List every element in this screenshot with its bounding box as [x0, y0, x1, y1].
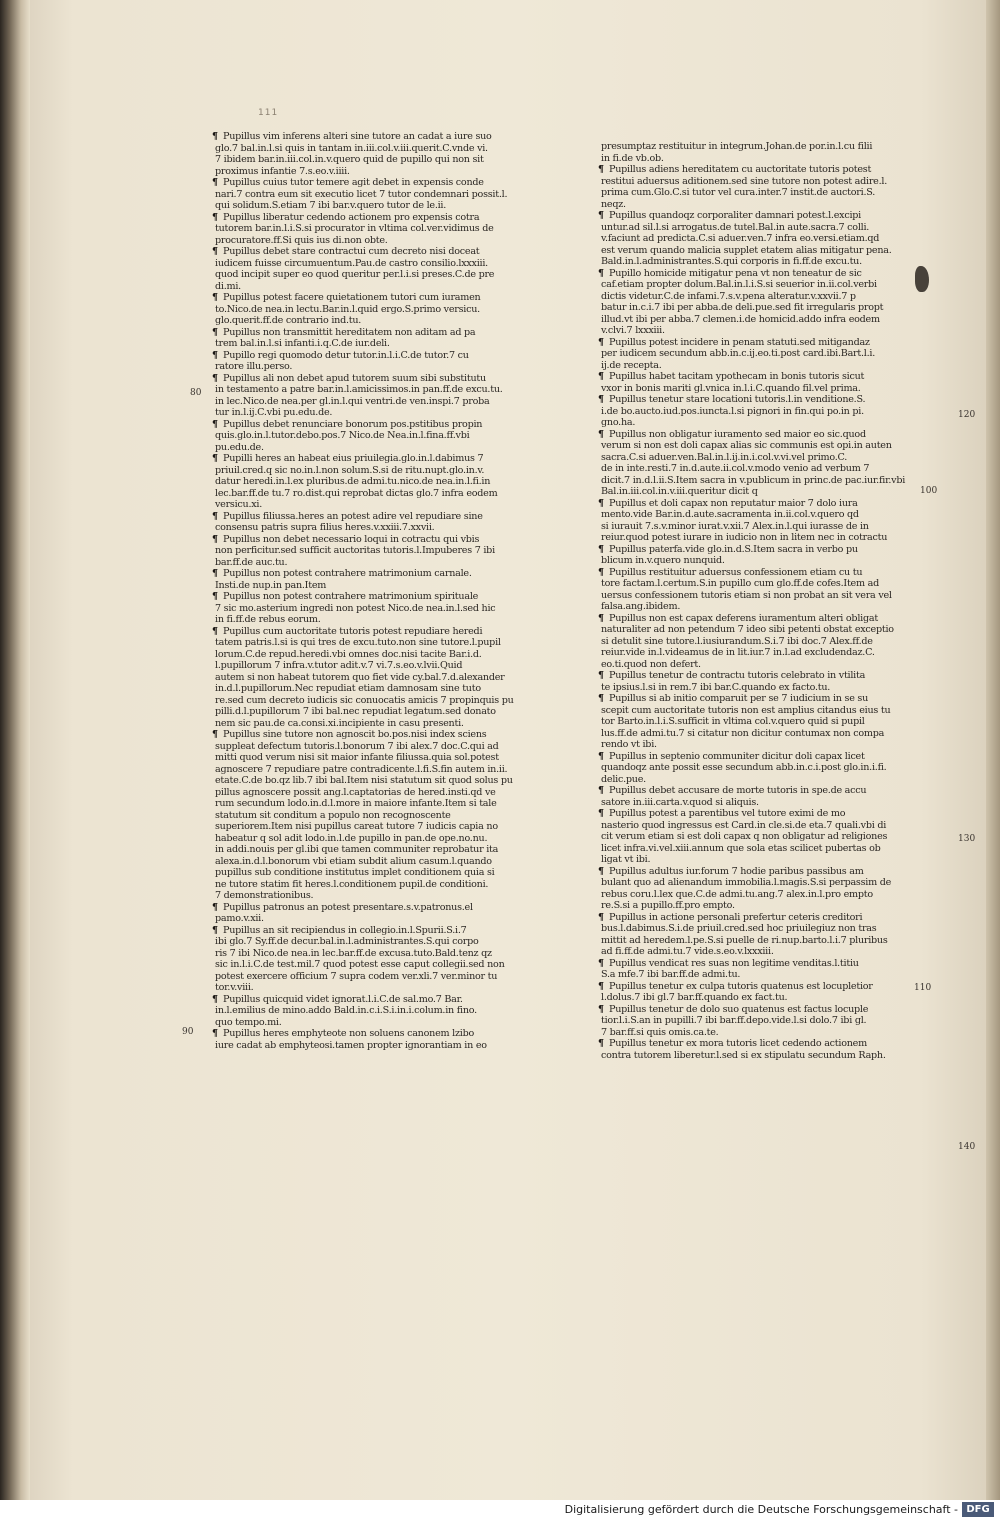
text-line: in fi.de vb.ob. [601, 152, 664, 164]
page-header-mark: 111 [258, 108, 279, 118]
text-line: 7 ibidem bar.in.iii.col.in.v.quero quid de pupillo qui non sit [215, 154, 484, 165]
entry-first-line: ¶ Pupillus non obligatur iuramento sed maior eo sic.quod [598, 429, 923, 441]
text-line: 7 demonstrationibus. [215, 890, 314, 901]
text-line: reiur.quod potest iurare in iudicio non in litem nec in cotractu [601, 532, 888, 543]
entry-first-line: ¶ Pupillus potest incidere in penam statuti.sed mitigandaz [598, 337, 923, 349]
text-line: scepit cum auctoritate tutoris non est amplius citandus eius tu [601, 704, 891, 716]
text-line: illud.vt ibi per abba.7 clemen.i.de homicid.addo infra eodem [601, 313, 880, 325]
text-line: est verum quando malicia supplet etatem alias mitigatur pena. [601, 244, 892, 256]
text-line: nem sic pau.de ca.consi.xi.incipiente in casu presenti. [215, 717, 464, 729]
text-line: mitti quod verum nisi sit maior infante filiussa.quia sol.potest [215, 752, 499, 763]
text-line: licet infra.vi.vel.xiii.annum que sola etas scilicet pubertas ob [601, 842, 881, 854]
text-line: pu.edu.de. [215, 441, 264, 453]
text-line: quo tempo.mi. [215, 1016, 282, 1028]
entry-first-line: ¶ Pupillo homicide mitigatur pena vt non teneatur de sic [598, 268, 923, 280]
text-line: 7 sic mo.asterium ingredi non potest Nico.de nea.in.l.sed hic [215, 602, 496, 614]
text-line: satore in.iii.carta.v.quod si aliquis. [601, 796, 759, 808]
text-line: mento.vide Bar.in.d.aute.sacramenta in.ii.col.v.quero qd [601, 509, 859, 520]
text-line: in.d.l.pupillorum.Nec repudiat etiam damnosam sine tuto [215, 683, 481, 694]
text-line: ne tutore statim fit heres.l.conditionem pupil.de conditioni. [215, 878, 489, 890]
text-line: to.Nico.de nea.in lectu.Bar.in.l.quid ergo.S.primo versicu. [215, 303, 480, 315]
text-line: de in inte.resti.7 in.d.aute.ii.col.v.modo venio ad verbum 7 [601, 463, 870, 474]
dfg-logo: DFG [962, 1502, 994, 1517]
text-line: ij.de recepta. [601, 359, 662, 371]
entry-first-line: ¶ Pupillus in actione personali prefertur ceteris creditori [598, 912, 923, 924]
text-line: non perficitur.sed sufficit auctoritas tutoris.l.Impuberes 7 ibi [215, 545, 495, 556]
margin-number-left-90: 90 [182, 1027, 194, 1037]
text-line: sacra.C.si aduer.ven.Bal.in.l.ij.in.i.col.v.vi.vel primo.C. [601, 451, 848, 463]
entry-first-line: ¶ Pupillus vendicat res suas non legitime venditas.l.titiu [598, 958, 923, 970]
text-line: batur in.c.i.7 ibi per abba.de deli.pue.sed fit irregularis propt [601, 302, 884, 313]
entry-first-line: ¶ Pupillus heres emphyteote non soluens canonem lzibo [212, 1028, 524, 1040]
text-line: prima cum.Glo.C.si tutor vel cura.inter.7 instit.de auctori.S. [601, 187, 876, 198]
text-line: potest exercere officium 7 supra codem ver.xli.7 ver.minor tu [215, 970, 498, 982]
text-line: tutorem bar.in.l.i.S.si procurator in vltima col.ver.vidimus de [215, 223, 494, 234]
text-line: versicu.xi. [215, 499, 263, 510]
entry-first-line: ¶ Pupillus non est capax deferens iuramentum alteri obligat [598, 613, 923, 625]
margin-number-left-80: 80 [190, 388, 202, 398]
text-line: blicum in.v.quero nunquid. [601, 555, 725, 566]
text-line: di.mi. [215, 280, 241, 292]
text-line: uersus confessionem tutoris etiam si non probat an sit vera vel [601, 589, 892, 601]
text-line: caf.etiam propter dolum.Bal.in.l.i.S.si seuerior in.ii.col.verbi [601, 279, 877, 290]
text-line: neqz. [601, 198, 626, 210]
entry-first-line: ¶ Pupillus potest a parentibus vel tutore eximi de mo [598, 808, 923, 820]
text-line: dicit.7 in.d.l.ii.S.Item sacra in v.publicum in princ.de pac.iur.fir.vbi [601, 474, 906, 486]
text-line: cit verum etiam si est doli capax q non obligatur ad religiones [601, 831, 888, 842]
right-text-column [598, 141, 923, 1061]
text-line: Bal.in.iii.col.in.v.iii.queritur dicit q [601, 486, 758, 497]
entry-first-line: ¶ Pupillus adultus iur.forum 7 hodie paribus passibus am [598, 866, 923, 878]
text-line: rebus coru.l.lex que.C.de admi.tu.ang.7 alex.in.l.pro empto [601, 888, 873, 900]
entry-first-line: ¶ Pupillo regi quomodo detur tutor.in.l.i.C.de tutor.7 cu [212, 350, 524, 362]
text-line: l.dolus.7 ibi gl.7 bar.ff.quando ex fact.tu. [601, 992, 788, 1003]
entry-first-line: ¶ Pupillus cuius tutor temere agit debet in expensis conde [212, 177, 524, 189]
entry-first-line: ¶ Pupilli heres an habeat eius priuilegia.glo.in.l.dabimus 7 [212, 453, 524, 465]
text-line: te ipsius.l.si in rem.7 ibi bar.C.quando ex facto.tu. [601, 681, 831, 693]
entry-first-line: ¶ Pupillus tenetur de dolo suo quatenus est factus locuple [598, 1004, 923, 1016]
text-line: in.l.emilius de mino.addo Bald.in.c.i.S.i.in.i.colum.in fino. [215, 1005, 477, 1016]
entry-first-line: ¶ Pupillus non transmittit hereditatem non aditam ad pa [212, 327, 524, 339]
text-line: untur.ad sil.l.si arrogatus.de tutel.Bal.in aute.sacra.7 colli. [601, 221, 870, 233]
text-line: falsa.ang.ibidem. [601, 601, 681, 612]
entry-first-line: ¶ Pupillus non debet necessario loqui in cotractu qui vbis [212, 534, 524, 546]
text-line: qui solidum.S.etiam 7 ibi bar.v.quero tutor de le.ii. [215, 200, 447, 211]
text-line: si iurauit 7.s.v.minor iurat.v.xii.7 Alex.in.l.qui iurasse de in [601, 520, 869, 532]
text-line: ris 7 ibi Nico.de nea.in lec.bar.ff.de excusa.tuto.Bald.tenz qz [215, 947, 492, 959]
text-line: Bald.in.l.administrantes.S.qui corporis in fi.ff.de excu.tu. [601, 256, 862, 267]
text-line: per iudicem secundum abb.in.c.ij.eo.ti.post card.ibi.Bart.l.i. [601, 348, 876, 359]
text-line: presumptaz restituitur in integrum.Johan.de por.in.l.cu filii [601, 141, 873, 152]
text-line: datur heredi.in.l.ex pluribus.de admi.tu.nico.de nea.in.l.fi.in [215, 476, 491, 487]
entry-first-line: ¶ Pupillus tenetur de contractu tutoris celebrato in vtilita [598, 670, 923, 682]
entry-first-line: ¶ Pupillus filiussa.heres an potest adire vel repudiare sine [212, 511, 524, 523]
margin-number-right-100: 100 [920, 486, 938, 496]
entry-first-line: ¶ Pupillus vim inferens alteri sine tutore an cadat a iure suo [212, 131, 524, 143]
text-line: 7 bar.ff.si quis omis.ca.te. [601, 1026, 719, 1038]
text-line: quis.glo.in.l.tutor.debo.pos.7 Nico.de Nea.in.l.fina.ff.vbi [215, 430, 470, 441]
entry-first-line: ¶ Pupillus quicquid videt ignorat.l.i.C.de sal.mo.7 Bar. [212, 994, 524, 1006]
text-line: ad fi.ff.de admi.tu.7 vide.s.eo.v.lxxxiii. [601, 946, 774, 957]
text-line: nari.7 contra eum sit executio licet 7 tutor condemnari possit.l. [215, 188, 508, 200]
entry-first-line: ¶ Pupillus non potest contrahere matrimonium spirituale [212, 591, 524, 603]
text-line: tur in.l.ij.C.vbi pu.edu.de. [215, 407, 333, 418]
text-line: v.faciunt ad predicta.C.si aduer.ven.7 infra eo.versi.etiam.qd [601, 233, 880, 244]
text-line: S.a mfe.7 ibi bar.ff.de admi.tu. [601, 969, 741, 980]
text-line: verum si non est doli capax alias sic communis est opi.in auten [601, 440, 892, 451]
text-line: agnoscere 7 repudiare patre contradicente.l.fi.S.fin autem in.ii. [215, 763, 508, 775]
text-line: l.pupillorum 7 infra.v.tutor adit.v.7 vi.7.s.eo.v.lvii.Quid [215, 660, 463, 671]
text-line: mittit ad heredem.l.pe.S.si puelle de ri.nup.barto.l.i.7 pluribus [601, 934, 888, 946]
text-line: pupillus sub conditione institutus implet conditionem quia si [215, 867, 495, 878]
text-line: delic.pue. [601, 773, 646, 785]
text-line: pilli.d.l.pupillorum 7 ibi bal.nec repudiat legatum.sed donato [215, 706, 496, 717]
entry-first-line: ¶ Pupillus habet tacitam ypothecam in bonis tutoris sicut [598, 371, 923, 383]
text-line: tore factam.l.certum.S.in pupillo cum glo.ff.de cofes.Item ad [601, 578, 879, 589]
entry-first-line: ¶ Pupillus adiens hereditatem cu auctoritate tutoris potest [598, 164, 923, 176]
entry-first-line: ¶ Pupillus debet renunciare bonorum pos.pstitibus propin [212, 419, 524, 431]
text-line: lec.bar.ff.de tu.7 ro.dist.qui reprobat dictas glo.7 infra eodem [215, 487, 498, 499]
entry-first-line: ¶ Pupillus ali non debet apud tutorem suum sibi substitutu [212, 373, 524, 385]
text-line: tor.v.viii. [215, 982, 254, 993]
text-line: quod incipit super eo quod queritur per.l.i.si preses.C.de pre [215, 269, 495, 280]
text-line: rum secundum lodo.in.d.l.more in maiore infante.Item si tale [215, 798, 497, 809]
page-binding-edge [0, 0, 30, 1500]
text-line: reiur.vide in.l.videamus de in lit.iur.7 in.l.ad excludendaz.C. [601, 647, 875, 658]
page-fore-edge [986, 0, 1000, 1500]
text-line: eo.ti.quod non defert. [601, 658, 701, 670]
text-line: alexa.in.d.l.bonorum vbi etiam subdit alium casum.l.quando [215, 855, 492, 867]
text-line: tatem patris.l.si is qui tres de excu.tuto.non sine tutore.l.pupil [215, 637, 501, 648]
left-text-column [212, 131, 524, 1051]
text-line: priuil.cred.q sic no.in.l.non solum.S.si de ritu.nupt.glo.in.v. [215, 464, 485, 476]
text-line: statutum sit conditum a populo non recognoscente [215, 809, 451, 821]
text-line: lus.ff.de admi.tu.7 si citatur non dicitur contumax non compa [601, 727, 885, 739]
entry-first-line: ¶ Pupillus tenetur ex culpa tutoris quatenus est locupletior [598, 981, 923, 993]
text-line: trem bal.in.l.si infanti.i.q.C.de iur.deli. [215, 338, 390, 349]
text-line: sic in.l.i.C.de test.mil.7 quod potest esse caput collegii.sed non [215, 959, 505, 970]
text-line: naturaliter ad non petendum 7 ideo sibi petenti obstat exceptio [601, 624, 894, 635]
entry-first-line: ¶ Pupillus tenetur ex mora tutoris licet cedendo actionem [598, 1038, 923, 1050]
text-line: pillus agnoscere possit ang.l.captatorias de hered.insti.qd ve [215, 786, 496, 798]
text-line: ligat vt ibi. [601, 854, 651, 865]
text-line: contra tutorem liberetur.l.sed si ex stipulatu secundum Raph. [601, 1049, 886, 1061]
entry-first-line: ¶ Pupillus cum auctoritate tutoris potest repudiare heredi [212, 626, 524, 638]
text-line: lorum.C.de repud.heredi.vbi omnes doc.nisi tacite Bar.i.d. [215, 648, 482, 660]
text-line: si detulit sine tutore.l.iusiurandum.S.i.7 ibi doc.7 Alex.ff.de [601, 635, 873, 647]
entry-first-line: ¶ Pupillus quandoqz corporaliter damnari potest.l.excipi [598, 210, 923, 222]
text-line: tior.l.i.S.an in pupilli.7 ibi bar.ff.depo.vide.l.si dolo.7 ibi gl. [601, 1015, 867, 1026]
entry-first-line: ¶ Pupillus sine tutore non agnoscit bo.pos.nisi index sciens [212, 729, 524, 741]
text-line: rendo vt ibi. [601, 739, 657, 750]
margin-number-right-110: 110 [914, 983, 932, 993]
text-line: consensu patris supra filius heres.v.xxiii.7.xxvii. [215, 522, 435, 533]
text-line: suppleat defectum tutoris.l.bonorum 7 ibi alex.7 doc.C.qui ad [215, 740, 499, 752]
text-line: bar.ff.de auc.tu. [215, 556, 288, 568]
text-line: ratore illu.perso. [215, 361, 293, 372]
text-line: glo.7 bal.in.l.si quis in tantam in.iii.col.v.iii.querit.C.vnde vi. [215, 142, 488, 154]
text-line: ibi glo.7 Sy.ff.de decur.bal.in.l.administrantes.S.qui corpo [215, 936, 479, 947]
entry-first-line: ¶ Pupillus restituitur aduersus confessionem etiam cu tu [598, 567, 923, 579]
text-line: restitui aduersus aditionem.sed sine tutore non potest adire.l. [601, 175, 888, 187]
text-line: iure cadat ab emphyteosi.tamen propter ignorantiam in eo [215, 1039, 487, 1051]
text-line: proximus infantie 7.s.eo.v.iiii. [215, 165, 350, 177]
text-line: vxor in bonis mariti gl.vnica in.l.i.C.quando fil.vel prima. [601, 382, 861, 394]
text-line: Insti.de nup.in pan.Item [215, 579, 327, 591]
text-line: gno.ha. [601, 417, 636, 428]
text-line: autem si non habeat tutorem quo fiet vide cy.bal.7.d.alexander [215, 671, 505, 683]
text-line: re.S.si a pupillo.ff.pro empto. [601, 900, 735, 911]
text-line: in testamento a patre bar.in.l.amicissimos.in pan.ff.de excu.tu. [215, 384, 503, 395]
entry-first-line: ¶ Pupillus potest facere quietationem tutori cum iuramen [212, 292, 524, 304]
margin-number-right-130: 130 [958, 834, 976, 844]
text-line: in addi.nouis per gl.ibi que tamen communiter reprobatur ita [215, 844, 499, 855]
entry-first-line: ¶ Pupillus patronus an potest presentare.s.v.patronus.el [212, 902, 524, 914]
footer-funding-note: Digitalisierung gefördert durch die Deutsche Forschungsgemeinschaft - [564, 1503, 958, 1516]
text-line: procuratore.ff.Si quis ius di.non obte. [215, 234, 388, 246]
text-line: i.de bo.aucto.iud.pos.iuncta.l.si pignori in fin.qui po.in pi. [601, 405, 864, 417]
entry-first-line: ¶ Pupillus si ab initio comparuit per se 7 iudicium in se su [598, 693, 923, 705]
text-line: habeatur q sol adit lodo.in.l.de pupillo in pan.de ope.no.nu. [215, 832, 488, 844]
text-line: etate.C.de bo.qz lib.7 ibi bal.Item nisi statutum sit quod solus pu [215, 775, 513, 786]
text-line: glo.querit.ff.de contrario ind.tu. [215, 315, 362, 326]
text-line: bulant quo ad alienandum immobilia.l.magis.S.si perpassim de [601, 877, 892, 888]
text-line: nasterio quod ingressus est Card.in cle.si.de eta.7 quali.vbi di [601, 819, 887, 831]
entry-first-line: ¶ Pupillus in septenio communiter dicitur doli capax licet [598, 751, 923, 763]
entry-first-line: ¶ Pupillus debet stare contractui cum decreto nisi doceat [212, 246, 524, 258]
entry-first-line: ¶ Pupillus debet accusare de morte tutoris in spe.de accu [598, 785, 923, 797]
entry-first-line: ¶ Pupillus tenetur stare locationi tutoris.l.in venditione.S. [598, 394, 923, 406]
text-line: pamo.v.xii. [215, 913, 264, 924]
margin-number-right-120: 120 [958, 410, 976, 420]
text-line: quandoqz ante possit esse secundum abb.in.c.i.post glo.in.i.fi. [601, 762, 887, 773]
entry-first-line: ¶ Pupillus non potest contrahere matrimonium carnale. [212, 568, 524, 580]
margin-number-right-140: 140 [958, 1142, 976, 1152]
text-line: in lec.Nico.de nea.per gl.in.l.qui ventri.de ven.inspi.7 proba [215, 395, 490, 407]
text-line: dictis videtur.C.de infami.7.s.v.pena alteratur.v.xxvii.7 p [601, 290, 856, 302]
text-line: re.sed cum decreto iudicis sic conuocatis amicis 7 propinquis pu [215, 694, 514, 706]
entry-first-line: ¶ Pupillus paterfa.vide glo.in.d.S.Item sacra in verbo pu [598, 544, 923, 556]
text-line: superiorem.Item nisi pupillus careat tutore 7 iudicis capia no [215, 821, 498, 832]
entry-first-line: ¶ Pupillus an sit recipiendus in collegio.in.l.Spurii.S.i.7 [212, 925, 524, 937]
entry-first-line: ¶ Pupillus et doli capax non reputatur maior 7 dolo iura [598, 498, 923, 510]
text-line: iudicem fuisse circumuentum.Pau.de castro consilio.lxxxiii. [215, 257, 488, 269]
text-line: v.clvi.7 lxxxiii. [601, 325, 665, 336]
entry-first-line: ¶ Pupillus liberatur cedendo actionem pro expensis cotra [212, 212, 524, 224]
text-line: bus.l.dabimus.S.i.de priuil.cred.sed hoc priuilegiuz non tras [601, 923, 877, 934]
text-line: in fi.ff.de rebus eorum. [215, 614, 321, 625]
text-line: tor Barto.in.l.i.S.sufficit in vltima col.v.quero quid si pupil [601, 716, 865, 727]
